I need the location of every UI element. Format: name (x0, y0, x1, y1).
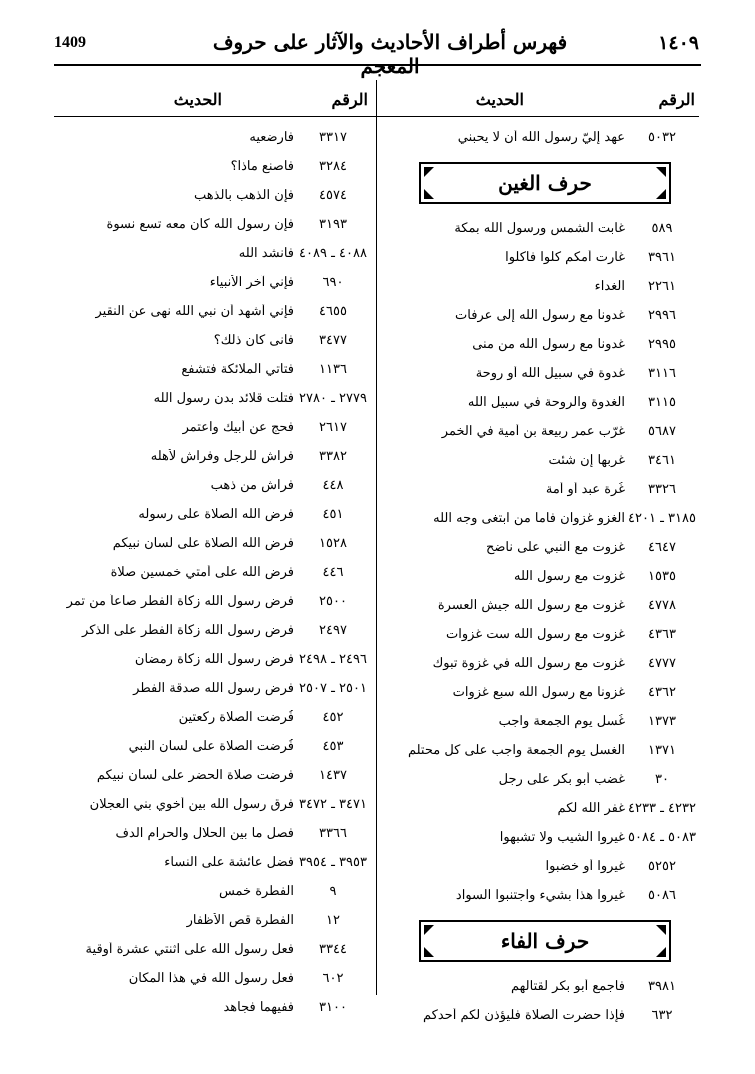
entry-hadith-text: غارت أمكم كلوا فأكلوا (505, 250, 625, 265)
entry-number: ٢٦١٧ (319, 420, 347, 435)
left-column-header (54, 80, 372, 117)
entry-hadith-text: الغزو غزوان فأما من ابتغى وجه الله (433, 511, 625, 526)
index-entry (54, 732, 372, 761)
entry-hadith-text: غدونا مع رسول الله إلى عرفات (455, 308, 625, 323)
index-entry (54, 848, 372, 877)
entry-hadith-text: فرضت صلاة الحضر على لسان نبيكم (96, 768, 294, 783)
index-entry (369, 852, 699, 881)
entry-number: ٤٠٨٨ ـ ٤٠٨٩ (299, 246, 367, 261)
index-entry (54, 877, 372, 906)
index-entry (54, 123, 372, 152)
corner-ornament-icon (656, 167, 666, 177)
entry-hadith-text: غُرة عبد أو أمة (545, 482, 625, 497)
index-entry (54, 906, 372, 935)
entry-number: ٣٠ (655, 772, 669, 787)
number-column-heading: الرقم (658, 90, 695, 109)
corner-ornament-icon (424, 167, 434, 177)
index-entry (54, 268, 372, 297)
entry-number: ٤٧٧٧ (648, 656, 676, 671)
entry-number: ٦٩٠ (322, 275, 344, 290)
entry-hadith-text: غيروا أو خضبوا (545, 859, 625, 874)
entry-number: ٥٨٩ (651, 221, 673, 236)
corner-ornament-icon (656, 947, 666, 957)
page-number-latin: 1409 (54, 34, 86, 51)
entry-hadith-text: الفطرة خمس (218, 884, 294, 899)
entry-number: ٢٧٧٩ ـ ٢٧٨٠ (299, 391, 367, 406)
index-entry (369, 504, 699, 533)
entry-hadith-text: غربها إن شئت (548, 453, 625, 468)
entry-hadith-text: عهد إليّ رسول الله أن لا يحبني (457, 130, 625, 145)
index-entry (369, 736, 699, 765)
entry-number: ١١٣٦ (319, 362, 347, 377)
index-entry (369, 1001, 699, 1030)
entry-hadith-text: غدونا مع رسول الله من منى (472, 337, 625, 352)
right-column-header (369, 80, 699, 117)
entry-number: ٤٢٣٢ ـ ٤٢٣٣ (628, 801, 696, 816)
entry-number: ٢٢٦١ (648, 279, 676, 294)
entry-hadith-text: غزوت مع رسول الله جيش العسرة (437, 598, 625, 613)
entry-number: ١٤٣٧ (319, 768, 347, 783)
entry-hadith-text: غزونا مع رسول الله سبع غزوات (452, 685, 625, 700)
entry-number: ٤٤٦ (322, 565, 344, 580)
index-entry (369, 214, 699, 243)
fa-rows (369, 972, 699, 1030)
entry-number: ٣٤٦١ (648, 453, 676, 468)
index-entry (54, 993, 372, 1022)
entry-hadith-text: فإني آخر الأنبياء (209, 275, 294, 290)
corner-ornament-icon (424, 925, 434, 935)
index-entry (54, 210, 372, 239)
entry-hadith-text: غيروا هذا بشيء واجتنبوا السواد (455, 888, 625, 903)
index-entry (54, 297, 372, 326)
index-entry (54, 500, 372, 529)
corner-ornament-icon (424, 947, 434, 957)
index-entry (369, 620, 699, 649)
index-entry (369, 533, 699, 562)
hadith-column-heading: الحديث (173, 90, 222, 109)
entry-number: ٥٦٨٧ (648, 424, 676, 439)
entry-number: ١٣٧١ (648, 743, 676, 758)
index-entry (54, 674, 372, 703)
index-entry (369, 272, 699, 301)
right-rows-top (369, 117, 699, 152)
entry-hadith-text: فإذا حضرت الصلاة فليؤذن لكم أحدكم (423, 1008, 625, 1023)
entry-number: ٤٥٣ (322, 739, 344, 754)
entry-hadith-text: فُرضت الصلاة على لسان النبي (128, 739, 294, 754)
entry-hadith-text: غرّب عمر ربيعة بن أمية في الخمر (441, 424, 625, 439)
entry-hadith-text: غزوت مع رسول الله (514, 569, 625, 584)
entry-number: ٢٥٠١ ـ ٢٥٠٧ (299, 681, 367, 696)
index-entry (54, 529, 372, 558)
entry-number: ٤٤٨ (322, 478, 344, 493)
left-rows (54, 117, 372, 1022)
index-entry (369, 243, 699, 272)
index-entry (54, 819, 372, 848)
entry-hadith-text: فحج عن أبيك واعتمر (182, 420, 294, 435)
entry-number: ٣٤٧١ ـ ٣٤٧٢ (299, 797, 367, 812)
entry-number: ٣٣٢٦ (648, 482, 676, 497)
right-column (369, 80, 699, 1030)
index-entry (54, 761, 372, 790)
entry-number: ٢٤٩٦ ـ ٢٤٩٨ (299, 652, 367, 667)
entry-hadith-text: غابت الشمس ورسول الله بمكة (454, 221, 625, 236)
index-entry (54, 413, 372, 442)
entry-number: ٣٣١٧ (319, 130, 347, 145)
entry-hadith-text: فرق رسول الله بين أخوي بني العجلان (89, 797, 294, 812)
entry-hadith-text: غفر الله لكم (557, 801, 625, 816)
entry-number: ٣٩٨١ (648, 979, 676, 994)
index-entry (369, 823, 699, 852)
entry-hadith-text: الغسل يوم الجمعة واجب على كل محتلم (407, 743, 625, 758)
index-entry (369, 972, 699, 1001)
entry-number: ٦٠٢ (322, 971, 344, 986)
entry-hadith-text: فإن رسول الله كان معه تسع نسوة (106, 217, 294, 232)
index-entry (369, 330, 699, 359)
entry-hadith-text: الغداء (594, 279, 625, 294)
page-number-arabic: ١٤٠٩ (658, 32, 699, 54)
entry-number: ١٥٢٨ (319, 536, 347, 551)
entry-number: ٣٩٦١ (648, 250, 676, 265)
entry-number: ٥٠٣٢ (648, 130, 676, 145)
entry-number: ٤٦٥٥ (319, 304, 347, 319)
entry-number: ٤٣٦٣ (648, 627, 676, 642)
index-entry (54, 964, 372, 993)
index-entry (54, 326, 372, 355)
section-heading-ghayn (419, 162, 671, 204)
entry-number: ١٢ (326, 913, 340, 928)
section-title: حرف الغين (498, 171, 592, 195)
hadith-column-heading: الحديث (475, 90, 524, 109)
entry-hadith-text: فرض الله الصلاة على رسوله (138, 507, 294, 522)
entry-hadith-text: فتلت قلائد بدن رسول الله (153, 391, 294, 406)
entry-number: ٢٩٩٥ (648, 337, 676, 352)
entry-number: ٣١٨٥ ـ ٤٢٠١ (628, 511, 696, 526)
entry-hadith-text: فرض رسول الله زكاة الفطر صاعاً من تمر (66, 594, 294, 609)
entry-hadith-text: ففيهما فجاهد (223, 1000, 294, 1015)
index-entry (54, 384, 372, 413)
entry-hadith-text: فرض رسول الله زكاة رمضان (134, 652, 294, 667)
index-entry (54, 645, 372, 674)
entry-number: ٣٣٤٤ (319, 942, 347, 957)
entry-number: ٤٥٢ (322, 710, 344, 725)
entry-number: ٣١٠٠ (319, 1000, 347, 1015)
entry-number: ٥٢٥٢ (648, 859, 676, 874)
index-entry (54, 558, 372, 587)
entry-number: ١٣٧٣ (648, 714, 676, 729)
entry-number: ٣١١٥ (648, 395, 676, 410)
entry-hadith-text: غُسل يوم الجمعة واجب (498, 714, 625, 729)
entry-number: ٣١٩٣ (319, 217, 347, 232)
entry-number: ٢٥٠٠ (319, 594, 347, 609)
index-entry (369, 301, 699, 330)
entry-hadith-text: فأنى كان ذلك؟ (213, 333, 294, 348)
entry-hadith-text: فعل رسول الله على اثنتي عشرة أوقية (85, 942, 294, 957)
entry-number: ١٥٣٥ (648, 569, 676, 584)
entry-hadith-text: غزوت مع النبي على ناضح (485, 540, 625, 555)
index-entry (54, 471, 372, 500)
entry-hadith-text: غيروا الشيب ولا تشبهوا (499, 830, 625, 845)
entry-hadith-text: فرض الله على أمتي خمسين صلاة (110, 565, 294, 580)
index-entry (54, 239, 372, 268)
entry-hadith-text: غزوت مع رسول الله ست غزوات (446, 627, 625, 642)
ghayn-rows (369, 214, 699, 910)
index-entry (369, 562, 699, 591)
entry-hadith-text: فصل ما بين الحلال والحرام الدف (115, 826, 294, 841)
index-entry (369, 446, 699, 475)
entry-hadith-text: غزوت مع رسول الله في غزوة تبوك (432, 656, 625, 671)
entry-hadith-text: الفطرة قص الأظفار (186, 913, 294, 928)
index-entry (54, 587, 372, 616)
index-entry (369, 707, 699, 736)
entry-hadith-text: فأنشد الله (238, 246, 294, 261)
corner-ornament-icon (656, 189, 666, 199)
corner-ornament-icon (656, 925, 666, 935)
index-entry (54, 181, 372, 210)
entry-hadith-text: فإن الذهب بالذهب (194, 188, 294, 203)
index-entry (54, 616, 372, 645)
entry-number: ٢٩٩٦ (648, 308, 676, 323)
index-entry (54, 442, 372, 471)
entry-number: ٦٣٢ (651, 1008, 673, 1023)
entry-hadith-text: فُرضت الصلاة ركعتين (178, 710, 294, 725)
entry-number: ٤٣٦٢ (648, 685, 676, 700)
entry-hadith-text: الغدوة والروحة في سبيل الله (467, 395, 625, 410)
entry-number: ٩ (329, 884, 337, 899)
index-entry (369, 475, 699, 504)
index-entry (369, 388, 699, 417)
page-header (0, 0, 755, 78)
entry-number: ٣١١٦ (648, 366, 676, 381)
index-entry (369, 123, 699, 152)
index-entry (54, 790, 372, 819)
index-entry (369, 678, 699, 707)
entry-number: ٣٣٦٦ (319, 826, 347, 841)
index-entry (369, 649, 699, 678)
header-rule (54, 64, 701, 66)
entry-number: ٣٢٨٤ (319, 159, 347, 174)
entry-number: ٣٤٧٧ (319, 333, 347, 348)
entry-number: ٣٣٨٢ (319, 449, 347, 464)
index-entry (369, 881, 699, 910)
entry-hadith-text: فراش للرجل وفراش لأهله (150, 449, 294, 464)
left-column (54, 80, 372, 1022)
entry-hadith-text: فأجمع أبو بكر لقتالهم (511, 979, 625, 994)
entry-hadith-text: غدوة في سبيل الله أو روحة (475, 366, 625, 381)
entry-number: ٤٥١ (322, 507, 344, 522)
page-title: فهرس أطراف الأحاديث والآثار على حروف المعجم (212, 30, 568, 78)
index-entry (54, 152, 372, 181)
index-entry (369, 417, 699, 446)
entry-hadith-text: فعل رسول الله في هذا المكان (128, 971, 294, 986)
entry-hadith-text: فأرضعيه (249, 130, 294, 145)
entry-number: ٢٤٩٧ (319, 623, 347, 638)
index-entry (369, 359, 699, 388)
entry-hadith-text: فأصنع ماذا؟ (230, 159, 294, 174)
number-column-heading: الرقم (331, 90, 368, 109)
entry-hadith-text: فرض رسول الله صدقة الفطر (133, 681, 294, 696)
entry-hadith-text: فرض الله الصلاة على لسان نبيكم (112, 536, 294, 551)
section-heading-fa (419, 920, 671, 962)
entry-number: ٥٠٨٣ ـ ٥٠٨٤ (628, 830, 696, 845)
entry-hadith-text: غضب أبو بكر على رجل (498, 772, 625, 787)
entry-hadith-text: فراش من ذهب (210, 478, 294, 493)
section-title: حرف الفاء (500, 929, 590, 953)
index-entry (54, 355, 372, 384)
entry-number: ٤٥٧٤ (319, 188, 347, 203)
entry-hadith-text: فتأتي الملائكة فتشفع (181, 362, 294, 377)
corner-ornament-icon (424, 189, 434, 199)
entry-number: ٤٦٤٧ (648, 540, 676, 555)
entry-number: ٣٩٥٣ ـ ٣٩٥٤ (299, 855, 367, 870)
index-entry (369, 591, 699, 620)
entry-hadith-text: فرض رسول الله زكاة الفطر على الذكر (82, 623, 294, 638)
entry-number: ٤٧٧٨ (648, 598, 676, 613)
index-entry (369, 765, 699, 794)
entry-hadith-text: فإني أشهد أن نبي الله نهى عن النقير (95, 304, 294, 319)
entry-number: ٥٠٨٦ (648, 888, 676, 903)
index-entry (369, 794, 699, 823)
entry-hadith-text: فضل عائشة على النساء (164, 855, 294, 870)
index-entry (54, 935, 372, 964)
index-entry (54, 703, 372, 732)
